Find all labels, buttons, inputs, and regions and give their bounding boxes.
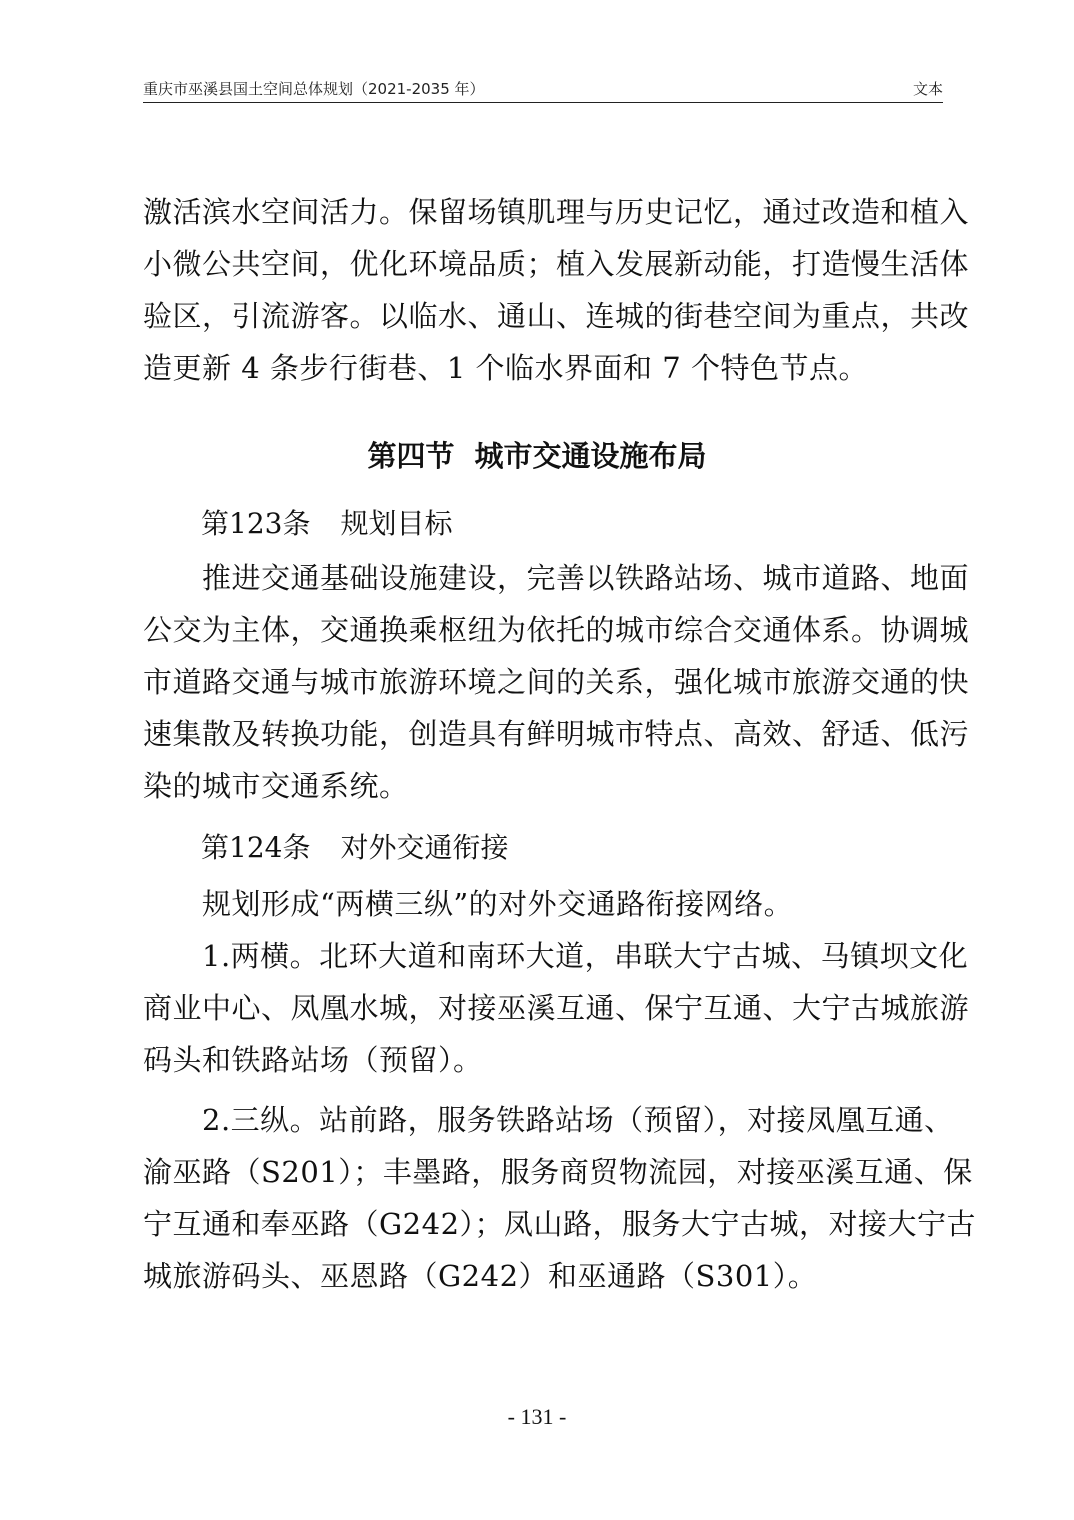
text-line: 公交为主体，交通换乘枢纽为依托的城市综合交通体系。协调城 (143, 613, 970, 647)
text-line: 1.两横。北环大道和南环大道，串联大宁古城、马镇坝文化 (143, 939, 969, 973)
section-title: 第四节 城市交通设施布局 (367, 439, 707, 473)
page-number: - 131 - (507, 1404, 567, 1429)
article-124-body-continued (143, 1094, 977, 1302)
text-line: 染的城市交通系统。 (143, 769, 409, 803)
document-title: 重庆市巫溪县国土空间总体规划（2021-2035 年） (143, 80, 485, 98)
running-header (143, 78, 943, 100)
text-line: 宁互通和奉巫路（G242）；凤山路，服务大宁古城，对接大宁古 (143, 1207, 977, 1241)
article-number: 第124条 (201, 831, 311, 864)
article-123-body (143, 552, 970, 812)
text-line: 2.三纵。站前路，服务铁路站场（预留），对接凤凰互通、 (143, 1103, 954, 1137)
article-123-heading (201, 504, 452, 544)
text-line: 商业中心、凤凰水城，对接巫溪互通、保宁互通、大宁古城旅游 (143, 991, 970, 1025)
article-title: 规划目标 (340, 507, 453, 540)
text-line: 小微公共空间，优化环境品质；植入发展新动能，打造慢生活体 (143, 247, 970, 281)
intro-paragraph (143, 186, 970, 394)
text-line: 速集散及转换功能，创造具有鲜明城市特点、高效、舒适、低污 (143, 717, 970, 751)
text-line: 推进交通基础设施建设，完善以铁路站场、城市道路、地面 (143, 561, 970, 595)
text-line: 渝巫路（S201）；丰墨路，服务商贸物流园，对接巫溪互通、保 (143, 1155, 973, 1189)
text-line: 激活滨水空间活力。保留场镇肌理与历史记忆，通过改造和植入 (143, 195, 970, 229)
article-title: 对外交通衔接 (340, 831, 509, 864)
article-124-body (143, 878, 970, 1086)
article-124-heading (201, 828, 508, 868)
document-type: 文本 (912, 80, 943, 98)
text-line: 市道路交通与城市旅游环境之间的关系，强化城市旅游交通的快 (143, 665, 970, 699)
text-line: 城旅游码头、巫恩路（G242）和巫通路（S301）。 (143, 1259, 818, 1293)
text-line: 码头和铁路站场（预留）。 (143, 1043, 483, 1077)
article-number: 第123条 (201, 507, 311, 540)
text-line: 造更新 4 条步行街巷、1 个临水界面和 7 个特色节点。 (143, 351, 868, 385)
header-divider (143, 102, 943, 103)
text-line: 规划形成“两横三纵”的对外交通路衔接网络。 (143, 887, 794, 921)
text-line: 验区，引流游客。以临水、通山、连城的街巷空间为重点，共改 (143, 299, 970, 333)
